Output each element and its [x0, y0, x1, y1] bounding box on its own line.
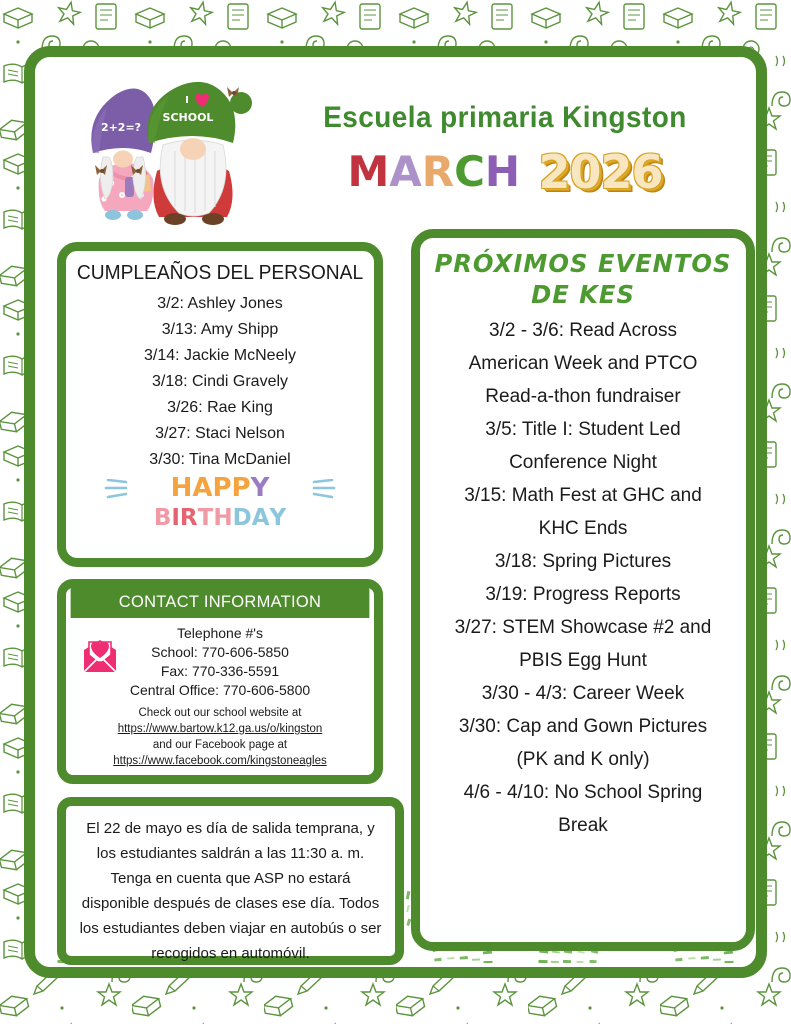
- page-frame: [24, 46, 767, 978]
- month-year-heading: [265, 145, 745, 199]
- school-website-link[interactable]: https://www.bartow.k12.ga.us/o/kingston: [117, 723, 323, 735]
- hb-letter-6: A: [251, 505, 270, 531]
- event-item: 4/6 - 4/10: No School Spring: [463, 782, 703, 803]
- facebook-url-row[interactable]: [74, 753, 366, 769]
- hb-letter-5: D: [232, 505, 252, 531]
- birthday-item: 3/27: Staci Nelson: [155, 425, 285, 442]
- event-item: 3/15: Math Fest at GHC and: [464, 485, 702, 506]
- telephone-heading: Telephone #'s: [177, 625, 263, 641]
- birthday-item: 3/26: Rae King: [167, 399, 273, 416]
- gnomes-svg: [75, 79, 261, 229]
- newsletter-header: [35, 57, 756, 222]
- month-letter-3: C: [454, 147, 485, 196]
- page-title: Escuela primaria Kingston: [323, 101, 687, 134]
- upcoming-events-list: [420, 314, 746, 842]
- happy-birthday-graphic: [66, 475, 374, 531]
- year-text: 2026: [538, 145, 663, 199]
- birthday-word: [66, 505, 374, 534]
- gnome-math-text: 2+2=?: [100, 121, 142, 134]
- website-url-row[interactable]: [74, 721, 366, 737]
- gnome-hat-text-i: I: [185, 95, 189, 106]
- event-item: 3/5: Title I: Student Led: [485, 419, 681, 440]
- birthday-item: 3/30: Tina McDaniel: [149, 451, 291, 468]
- events-title-line-2: DE KES: [531, 280, 635, 309]
- upcoming-events-title: [425, 248, 741, 310]
- event-item: Read-a-thon fundraiser: [485, 386, 681, 407]
- hb-letter-2: P: [212, 473, 232, 503]
- event-item: KHC Ends: [538, 518, 628, 539]
- event-item: 3/30: Cap and Gown Pictures: [458, 716, 708, 737]
- hb-letter-0: H: [170, 473, 193, 503]
- event-item: Conference Night: [509, 452, 657, 473]
- contact-phone-line: School: 770-606-5850: [151, 644, 289, 660]
- small-gnome: [91, 88, 155, 220]
- event-item: Break: [558, 815, 608, 836]
- hb-letter-4: Y: [250, 473, 270, 503]
- month-letter-2: R: [421, 147, 455, 196]
- contact-information-body: [66, 618, 374, 773]
- event-item: 3/18: Spring Pictures: [494, 551, 672, 572]
- hb-letter-3: T: [197, 505, 214, 531]
- facebook-page-link[interactable]: https://www.facebook.com/kingstoneagles: [113, 755, 327, 767]
- early-release-note-panel: [57, 797, 404, 965]
- upcoming-events-panel: [411, 229, 755, 951]
- event-item: American Week and PTCO: [468, 353, 698, 374]
- contact-information-title: CONTACT INFORMATION: [71, 588, 370, 618]
- staff-birthdays-list: [66, 291, 374, 473]
- event-item: (PK and K only): [516, 749, 650, 770]
- gnomes-illustration: [75, 79, 261, 229]
- staff-birthdays-panel: [57, 242, 383, 567]
- month-letter-1: A: [389, 147, 422, 196]
- early-release-note-text: El 22 de mayo es día de salida temprana, y los estudiantes saldrán a las 11:30 a. m. Tenga en cuenta que ASP no estará disponible después de clases ese día. Todos los estudiantes deben viajar en autobús o ser recogidos en automóvil.: [79, 820, 382, 962]
- hb-letter-1: I: [171, 505, 180, 531]
- hb-letter-0: B: [153, 505, 172, 531]
- contact-information-panel: [57, 579, 383, 784]
- birthday-item: 3/14: Jackie McNeely: [143, 347, 297, 364]
- events-title-line-1: PRÓXIMOS EVENTOS: [434, 249, 732, 278]
- website-intro: Check out our school website at: [138, 707, 302, 719]
- large-gnome: [148, 82, 252, 225]
- event-item: 3/27: STEM Showcase #2 and: [454, 617, 712, 638]
- hb-letter-4: H: [213, 505, 233, 531]
- month-text: [347, 147, 521, 196]
- event-item: PBIS Egg Hunt: [519, 650, 647, 671]
- event-item: 3/19: Progress Reports: [485, 584, 681, 605]
- staff-birthdays-title: CUMPLEAÑOS DEL PERSONAL: [76, 262, 364, 284]
- month-letter-4: H: [484, 147, 521, 196]
- event-item: 3/2 - 3/6: Read Across: [489, 320, 677, 341]
- gnome-hat-text-school: SCHOOL: [162, 111, 214, 124]
- birthday-item: 3/2: Ashley Jones: [157, 295, 283, 312]
- month-letter-0: M: [347, 147, 390, 196]
- hb-letter-2: R: [179, 505, 198, 531]
- contact-phone-line: Central Office: 770-606-5800: [129, 682, 311, 698]
- hb-letter-1: A: [192, 473, 213, 503]
- facebook-intro: and our Facebook page at: [152, 739, 288, 751]
- envelope-heart-icon: [78, 634, 122, 676]
- hb-letter-3: P: [231, 473, 251, 503]
- event-item: 3/30 - 4/3: Career Week: [481, 683, 685, 704]
- sparkle-right-icon: [312, 479, 338, 499]
- birthday-item: 3/13: Amy Shipp: [161, 321, 279, 338]
- hb-letter-7: Y: [269, 505, 287, 531]
- birthday-item: 3/18: Cindi Gravely: [151, 373, 289, 390]
- sparkle-left-icon: [102, 479, 128, 499]
- contact-phone-line: Fax: 770-336-5591: [160, 663, 280, 679]
